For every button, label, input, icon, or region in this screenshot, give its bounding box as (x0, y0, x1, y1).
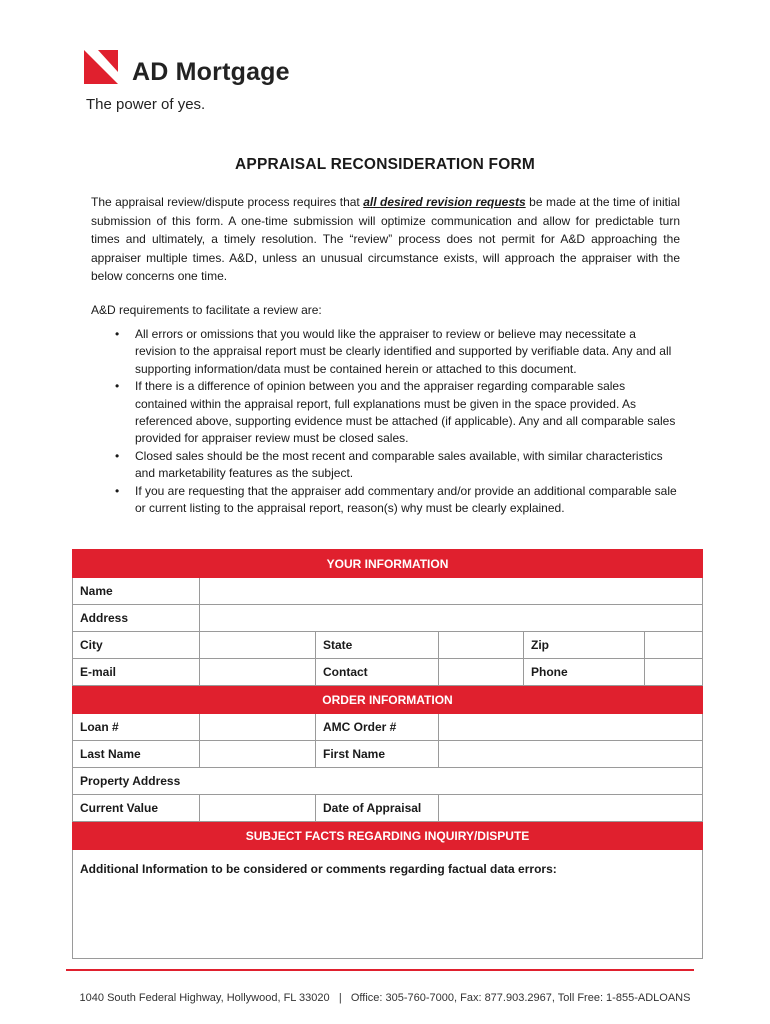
list-item (115, 326, 680, 378)
list-item (115, 483, 680, 518)
address-label: Address (73, 605, 200, 632)
zip-label: Zip (524, 632, 645, 659)
current-value-label: Current Value (73, 795, 200, 822)
brand-name: AD Mortgage (132, 58, 290, 86)
name-field[interactable] (200, 578, 703, 605)
list-item-text: If you are requesting that the appraiser add commentary and/or provide an additional comparable sale or current listing to the appraisal report, reason(s) why must be clearly explained. (135, 483, 677, 516)
zip-field[interactable] (645, 632, 703, 659)
intro-text: The appraisal review/dispute process requires that (91, 195, 364, 209)
bullet-icon: • (115, 483, 120, 498)
date-of-appraisal-label: Date of Appraisal (316, 795, 439, 822)
list-item (115, 378, 680, 448)
city-label: City (73, 632, 200, 659)
section-header-your-information: YOUR INFORMATION (73, 550, 703, 578)
date-of-appraisal-field[interactable] (439, 795, 703, 822)
email-label: E-mail (73, 659, 200, 686)
first-name-field[interactable] (439, 741, 703, 768)
email-field[interactable] (200, 659, 316, 686)
section-header-subject-facts: SUBJECT FACTS REGARDING INQUIRY/DISPUTE (73, 822, 703, 850)
amc-order-label: AMC Order # (316, 714, 439, 741)
requirements-heading: A&D requirements to facilitate a review are: (91, 303, 322, 317)
contact-label: Contact (316, 659, 439, 686)
ad-mortgage-logo-icon (84, 50, 120, 86)
reconsideration-form-table (72, 549, 703, 959)
state-field[interactable] (439, 632, 524, 659)
bullet-icon: • (115, 448, 120, 463)
current-value-field[interactable] (200, 795, 316, 822)
last-name-label: Last Name (73, 741, 200, 768)
footer-contact: Office: 305-760-7000, Fax: 877.903.2967, Toll Free: 1-855-ADLOANS (350, 992, 691, 1004)
contact-field[interactable] (439, 659, 524, 686)
intro-emphasis: all desired revision requests (363, 195, 526, 209)
footer (0, 992, 770, 1004)
intro-text-continued: be made at the time of initial submission of this form. A one-time submission will optimize communication and allow for predictable turn times and ultimately, a timely resolution. The “review” process does not permit for A&D approaching the appraiser multiple times. A&D, unless an unusual circumstance exists, will approach the appraiser with the below concerns one time. (91, 195, 680, 284)
intro-paragraph (91, 193, 680, 286)
comments-label: Additional Information to be considered or comments regarding factual data errors: (80, 862, 557, 876)
brand-tagline: The power of yes. (86, 96, 206, 113)
section-header-order-information: ORDER INFORMATION (73, 686, 703, 714)
loan-number-label: Loan # (73, 714, 200, 741)
phone-field[interactable] (645, 659, 703, 686)
page-title: APPRAISAL RECONSIDERATION FORM (235, 156, 535, 173)
footer-separator: | (338, 992, 342, 1004)
city-field[interactable] (200, 632, 316, 659)
loan-number-field[interactable] (200, 714, 316, 741)
last-name-field[interactable] (200, 741, 316, 768)
requirements-list (115, 326, 680, 517)
footer-divider (66, 969, 694, 971)
name-label: Name (73, 578, 200, 605)
bullet-icon: • (115, 379, 120, 394)
comments-field[interactable] (73, 850, 703, 959)
list-item (115, 448, 680, 483)
phone-label: Phone (524, 659, 645, 686)
list-item-text: All errors or omissions that you would like the appraiser to review or believe may necessitate a revision to the appraisal report must be clearly identified and supported by verifiable data. Any and all supporting information/data must be contained herein or attached to this document. (135, 327, 672, 376)
address-field[interactable] (200, 605, 703, 632)
property-address-label: Property Address (73, 768, 703, 795)
logo (84, 48, 324, 118)
state-label: State (316, 632, 439, 659)
footer-address: 1040 South Federal Highway, Hollywood, FL 33020 (79, 992, 330, 1004)
list-item-text: If there is a difference of opinion between you and the appraiser regarding comparable sales contained within the appraisal report, full explanations must be given in the space provided. As referenced above, supporting evidence must be attached (if applicable). Any and all comparable sales provided for appraiser review must be closed sales. (135, 379, 676, 446)
list-item-text: Closed sales should be the most recent and comparable sales available, with similar characteristics and marketability features as the subject. (135, 448, 663, 481)
amc-order-field[interactable] (439, 714, 703, 741)
bullet-icon: • (115, 327, 120, 341)
first-name-label: First Name (316, 741, 439, 768)
